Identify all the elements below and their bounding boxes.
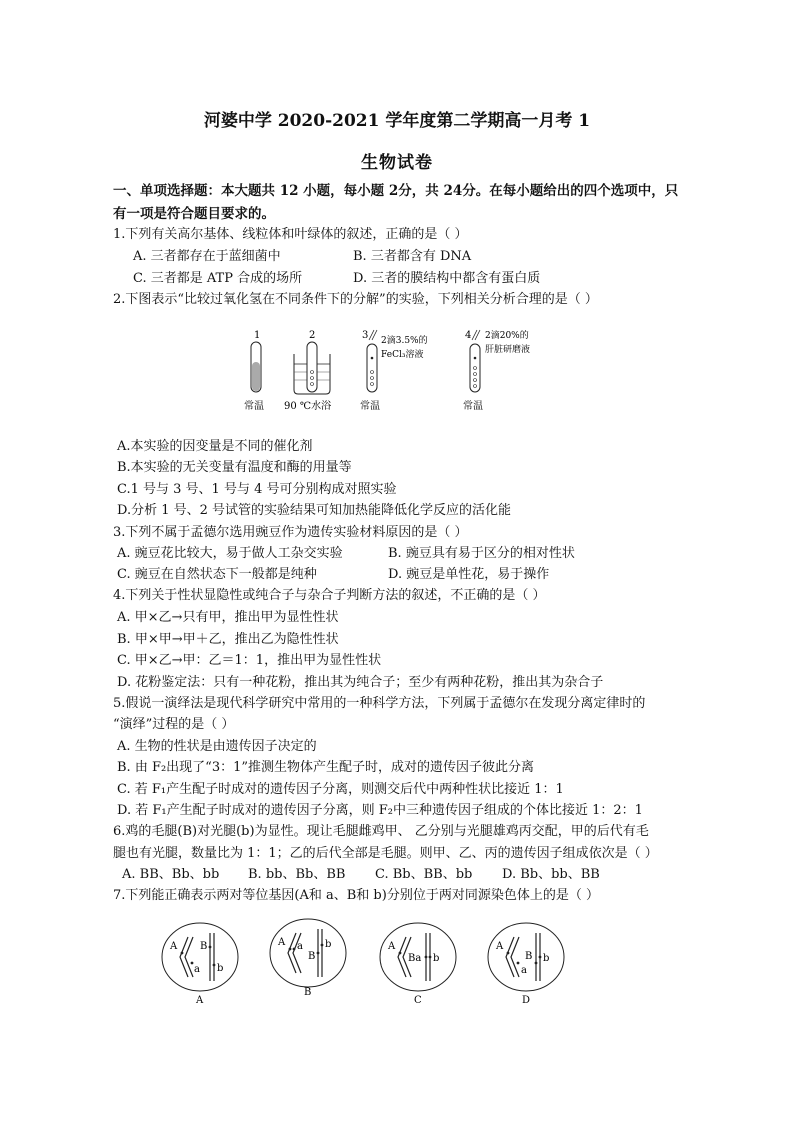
cell-b-label: B <box>304 987 312 998</box>
q5-stem-line1: 5.假说一演绎法是现代科学研究中常用的一种科学方法，下列属于孟德尔在发现分离定律时的 <box>113 696 646 711</box>
cell-a-label: A <box>196 995 204 1005</box>
cell-a-gene-3: a <box>194 964 200 975</box>
q4-option-c: C. 甲×乙→甲：乙＝1：1，推出甲为显性性状 <box>117 653 382 668</box>
cell-b-gene-3: B <box>308 951 316 962</box>
q7-chromosome-figure <box>150 915 570 1005</box>
tube1-liquid <box>252 362 260 391</box>
q4-option-b: B. 甲×甲→甲＋乙，推出乙为隐性性状 <box>117 632 339 647</box>
cell-a <box>162 923 238 1005</box>
tube3-drop-line2: FeCl₃溶液 <box>381 350 424 360</box>
q4-option-a: A. 甲×乙→只有甲，推出甲为显性性状 <box>117 610 339 625</box>
cell-d-label: D <box>522 995 531 1005</box>
q4-stem: 4.下列关于性状显隐性或纯合子与杂合子判断方法的叙述，不正确的是（ ） <box>113 588 546 603</box>
q4-option-d: D. 花粉鉴定法：只有一种花粉，推出其为纯合子；至少有两种花粉，推出其为杂合子 <box>117 675 604 690</box>
q5-option-d: D. 若 F₁产生配子时成对的遗传因子分离，则 F₂中三种遗传因子组成的个体比接近 1：2：1 <box>117 803 643 818</box>
cell-c-gene-1: A <box>388 941 396 952</box>
q6-option-d: D. Bb、bb、BB <box>502 867 600 882</box>
cell-c-gene-2: Ba <box>408 953 422 964</box>
q1-stem: 1.下列有关高尔基体、线粒体和叶绿体的叙述，正确的是（ ） <box>113 227 468 242</box>
subject-title: 生物试卷 <box>361 153 433 173</box>
cell-c-label: C <box>414 995 422 1005</box>
cell-a-gene-1: A <box>170 941 178 952</box>
tube3-icon <box>367 344 377 392</box>
tube2-label: 90 ℃水浴 <box>284 401 332 412</box>
q5-option-c: C. 若 F₁产生配子时成对的遗传因子分离，则测交后代中两种性状比接近 1：1 <box>117 782 564 797</box>
q3-option-b: B. 豌豆具有易于区分的相对性状 <box>388 546 575 561</box>
q5-option-a: A. 生物的性状是由遗传因子决定的 <box>117 739 317 754</box>
cell-a-gene-2: B <box>200 941 208 952</box>
q2-option-a: A.本实验的因变量是不同的催化剂 <box>117 439 313 454</box>
cell-a-gene-4: b <box>217 963 224 974</box>
cell-d-gene-2: B <box>525 951 533 962</box>
tube3-label: 常温 <box>360 401 380 412</box>
tube4-drop-line1: 2滴20%的 <box>485 331 529 341</box>
tube3-drop-line1: 2滴3.5%的 <box>381 336 428 346</box>
q5-option-b: B. 由 F₂出现了“3：1”推测生物体产生配子时，成对的遗传因子彼此分离 <box>117 760 535 775</box>
q2-option-d: D.分析 1 号、2 号试管的实验结果可知加热能降低化学反应的活化能 <box>117 503 512 518</box>
q6-stem-line2: 腿也有光腿，数量比为 1：1；乙的后代全部是毛腿。则甲、乙、丙的遗传因子组成依次是（ ） <box>113 846 658 861</box>
tube1-label: 常温 <box>244 401 264 412</box>
q3-option-d: D. 豌豆是单性花，易于操作 <box>388 567 550 582</box>
cell-c-gene-3: b <box>433 953 440 964</box>
q1-option-a: A. 三者都存在于蓝细菌中 <box>133 249 281 264</box>
tube3-number: 3 <box>362 330 369 341</box>
cell-d-gene-4: b <box>543 953 550 964</box>
q2-test-tube-figure <box>232 322 562 417</box>
q3-option-c: C. 豌豆在自然状态下一般都是纯种 <box>117 567 317 582</box>
q3-option-a: A. 豌豆花比较大，易于做人工杂交实验 <box>117 546 343 561</box>
cell-d-gene-3: a <box>521 965 527 976</box>
q2-option-b: B.本实验的无关变量有温度和酶的用量等 <box>117 460 352 475</box>
q1-option-c: C. 三者都是 ATP 合成的场所 <box>133 271 303 286</box>
cell-d-gene-1: A <box>496 941 504 952</box>
tube2-number: 2 <box>309 330 316 341</box>
q6-option-c: C. Bb、BB、bb <box>375 867 473 882</box>
q7-stem: 7.下列能正确表示两对等位基因(A和 a、B和 b)分别位于两对同源染色体上的是（ ） <box>113 888 599 903</box>
q2-option-c: C.1 号与 3 号、1 号与 4 号可分别构成对照实验 <box>117 482 397 497</box>
q6-option-a: A. BB、Bb、bb <box>122 867 220 882</box>
tube4-label: 常温 <box>463 401 483 412</box>
q6-option-b: B. bb、Bb、BB <box>248 867 346 882</box>
cell-b <box>270 919 346 998</box>
exam-title: 河婆中学 2020-2021 学年度第二学期高一月考 1 <box>203 111 591 131</box>
q2-stem: 2.下图表示“比较过氧化氢在不同条件下的分解”的实验，下列相关分析合理的是（ ） <box>113 292 598 307</box>
section-heading-line2: 有一项是符合题目要求的。 <box>113 206 275 222</box>
q3-stem: 3.下列不属于孟德尔选用豌豆作为遗传实验材料原因的是（ ） <box>113 525 468 540</box>
cell-d <box>488 923 564 1005</box>
cell-b-gene-2: a <box>297 941 303 952</box>
section-heading-line1: 一、单项选择题：本大题共 12 小题，每小题 2分，共 24分。在每小题给出的四个选项中，只 <box>113 183 679 199</box>
tube1-number: 1 <box>254 330 261 341</box>
q5-stem-line2: “演绎”过程的是（ ） <box>113 717 235 732</box>
tube4-drop-line2: 肝脏研磨液 <box>485 345 531 355</box>
q6-stem-line1: 6.鸡的毛腿(B)对光腿(b)为显性。现让毛腿雌鸡甲、 乙分别与光腿雄鸡丙交配，甲的后代有毛 <box>113 824 649 839</box>
q1-option-b: B. 三者都含有 DNA <box>353 249 472 264</box>
cell-b-gene-1: A <box>278 937 286 948</box>
q1-option-d: D. 三者的膜结构中都含有蛋白质 <box>353 271 541 286</box>
tube2-icon <box>307 342 317 392</box>
cell-c <box>380 923 456 1005</box>
tube4-number: 4 <box>465 330 472 341</box>
cell-b-gene-4: b <box>325 939 332 950</box>
